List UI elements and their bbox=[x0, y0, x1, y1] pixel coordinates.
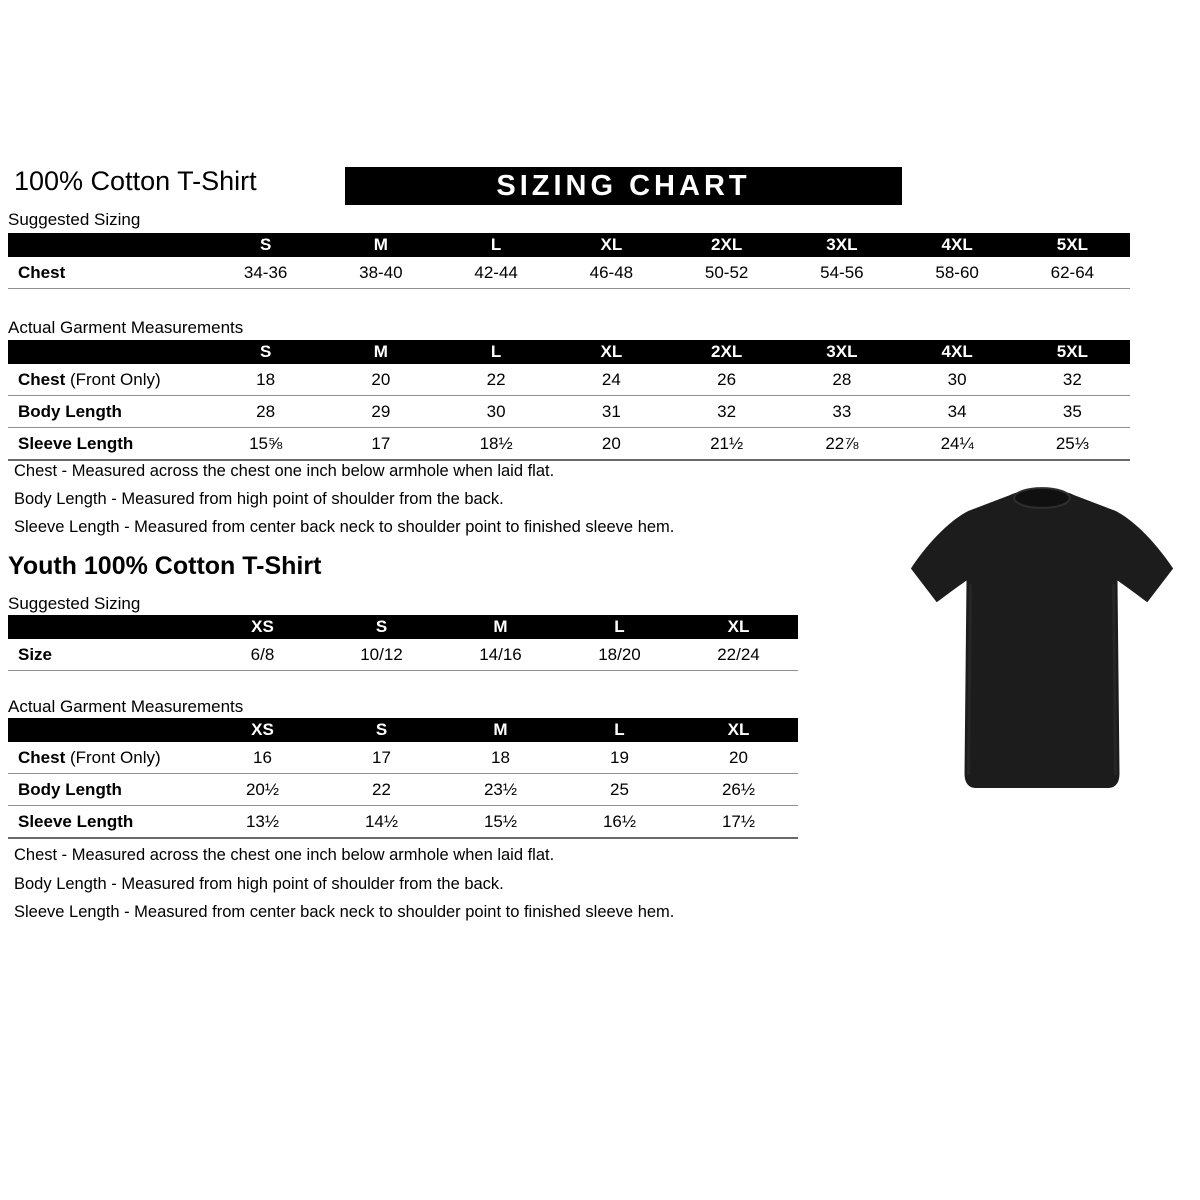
measurement-value-cell: 15½ bbox=[441, 806, 560, 839]
size-column-header: M bbox=[323, 233, 438, 257]
measurement-value-cell: 34-36 bbox=[208, 257, 323, 289]
measurement-value-cell: 15⅝ bbox=[208, 428, 323, 461]
tshirt-illustration bbox=[893, 476, 1191, 816]
row-label-suffix: (Front Only) bbox=[65, 747, 161, 767]
measurement-row bbox=[8, 806, 798, 839]
row-label-suffix: (Front Only) bbox=[65, 369, 161, 389]
measurement-value-cell: 38-40 bbox=[323, 257, 438, 289]
header-corner-cell bbox=[8, 615, 203, 639]
measurement-value-cell: 33 bbox=[784, 396, 899, 428]
measurement-value-cell: 18 bbox=[208, 364, 323, 396]
measurement-value-cell: 62-64 bbox=[1015, 257, 1130, 289]
row-label-text: Body Length bbox=[18, 401, 122, 421]
measurement-value-cell: 22⅞ bbox=[784, 428, 899, 461]
size-column-header: S bbox=[208, 233, 323, 257]
row-label-text: Body Length bbox=[18, 779, 122, 799]
youth-actual-measurements-table bbox=[8, 718, 798, 839]
adult-chest-note: Chest - Measured across the chest one inch below armhole when laid flat. bbox=[14, 462, 555, 480]
adult-section-title: 100% Cotton T-Shirt bbox=[14, 166, 257, 196]
measurement-value-cell: 20½ bbox=[203, 774, 322, 806]
size-header-row bbox=[8, 718, 798, 742]
size-column-header: 4XL bbox=[900, 233, 1015, 257]
measurement-value-cell: 10/12 bbox=[322, 639, 441, 671]
measurement-value-cell: 22 bbox=[439, 364, 554, 396]
measurement-value-cell: 25⅓ bbox=[1015, 428, 1130, 461]
measurement-value-cell: 54-56 bbox=[784, 257, 899, 289]
measurement-value-cell: 28 bbox=[208, 396, 323, 428]
size-column-header: 2XL bbox=[669, 233, 784, 257]
size-column-header: L bbox=[439, 233, 554, 257]
row-label bbox=[8, 364, 208, 396]
youth-actual-measurements-label: Actual Garment Measurements bbox=[8, 697, 244, 716]
size-column-header: 5XL bbox=[1015, 340, 1130, 364]
size-column-header: XS bbox=[203, 615, 322, 639]
size-column-header: M bbox=[441, 615, 560, 639]
measurement-row bbox=[8, 257, 1130, 289]
youth-chest-note: Chest - Measured across the chest one inch below armhole when laid flat. bbox=[14, 846, 555, 864]
measurement-value-cell: 31 bbox=[554, 396, 669, 428]
measurement-value-cell: 22 bbox=[322, 774, 441, 806]
row-label bbox=[8, 806, 203, 839]
size-column-header: L bbox=[560, 718, 679, 742]
measurement-value-cell: 26 bbox=[669, 364, 784, 396]
measurement-value-cell: 20 bbox=[554, 428, 669, 461]
size-column-header: 4XL bbox=[900, 340, 1015, 364]
measurement-value-cell: 22/24 bbox=[679, 639, 798, 671]
youth-section-title: Youth 100% Cotton T-Shirt bbox=[8, 552, 322, 580]
size-column-header: XL bbox=[554, 233, 669, 257]
measurement-value-cell: 21½ bbox=[669, 428, 784, 461]
measurement-value-cell: 14½ bbox=[322, 806, 441, 839]
measurement-value-cell: 18½ bbox=[439, 428, 554, 461]
measurement-value-cell: 13½ bbox=[203, 806, 322, 839]
size-column-header: M bbox=[441, 718, 560, 742]
row-label-text: Chest bbox=[18, 369, 66, 389]
row-label bbox=[8, 639, 203, 671]
row-label bbox=[8, 257, 208, 289]
size-column-header: S bbox=[322, 615, 441, 639]
row-label-text: Chest bbox=[18, 262, 66, 282]
youth-suggested-sizing-label: Suggested Sizing bbox=[8, 594, 141, 613]
row-label bbox=[8, 774, 203, 806]
measurement-value-cell: 25 bbox=[560, 774, 679, 806]
measurement-row bbox=[8, 396, 1130, 428]
size-column-header: S bbox=[322, 718, 441, 742]
measurement-value-cell: 26½ bbox=[679, 774, 798, 806]
measurement-row bbox=[8, 428, 1130, 461]
size-column-header: L bbox=[560, 615, 679, 639]
tshirt-body-shape bbox=[911, 489, 1173, 788]
size-column-header: XS bbox=[203, 718, 322, 742]
measurement-value-cell: 32 bbox=[669, 396, 784, 428]
adult-suggested-sizing-table bbox=[8, 233, 1130, 289]
measurement-value-cell: 14/16 bbox=[441, 639, 560, 671]
size-column-header: 3XL bbox=[784, 340, 899, 364]
measurement-value-cell: 20 bbox=[679, 742, 798, 774]
size-column-header: 2XL bbox=[669, 340, 784, 364]
row-label-text: Size bbox=[18, 644, 53, 664]
measurement-value-cell: 17½ bbox=[679, 806, 798, 839]
size-column-header: XL bbox=[679, 718, 798, 742]
measurement-value-cell: 17 bbox=[323, 428, 438, 461]
adult-actual-measurements-table bbox=[8, 340, 1130, 461]
measurement-value-cell: 23½ bbox=[441, 774, 560, 806]
size-header-row bbox=[8, 615, 798, 639]
measurement-value-cell: 58-60 bbox=[900, 257, 1015, 289]
measurement-value-cell: 32 bbox=[1015, 364, 1130, 396]
header-corner-cell bbox=[8, 340, 208, 364]
measurement-row bbox=[8, 639, 798, 671]
measurement-value-cell: 20 bbox=[323, 364, 438, 396]
measurement-value-cell: 6/8 bbox=[203, 639, 322, 671]
row-label-text: Sleeve Length bbox=[18, 811, 134, 831]
measurement-value-cell: 34 bbox=[900, 396, 1015, 428]
measurement-value-cell: 42-44 bbox=[439, 257, 554, 289]
adult-suggested-sizing-label: Suggested Sizing bbox=[8, 210, 141, 229]
size-column-header: XL bbox=[554, 340, 669, 364]
size-header-row bbox=[8, 340, 1130, 364]
row-label bbox=[8, 396, 208, 428]
youth-body-length-note: Body Length - Measured from high point of shoulder from the back. bbox=[14, 875, 504, 893]
row-label bbox=[8, 428, 208, 461]
size-column-header: S bbox=[208, 340, 323, 364]
measurement-value-cell: 50-52 bbox=[669, 257, 784, 289]
measurement-value-cell: 18 bbox=[441, 742, 560, 774]
measurement-value-cell: 16 bbox=[203, 742, 322, 774]
size-column-header: XL bbox=[679, 615, 798, 639]
measurement-value-cell: 17 bbox=[322, 742, 441, 774]
measurement-value-cell: 30 bbox=[439, 396, 554, 428]
measurement-value-cell: 46-48 bbox=[554, 257, 669, 289]
size-column-header: M bbox=[323, 340, 438, 364]
black-tshirt-graphic bbox=[893, 476, 1191, 816]
header-corner-cell bbox=[8, 233, 208, 257]
size-header-row bbox=[8, 233, 1130, 257]
measurement-value-cell: 16½ bbox=[560, 806, 679, 839]
youth-suggested-sizing-table bbox=[8, 615, 798, 671]
size-column-header: L bbox=[439, 340, 554, 364]
measurement-row bbox=[8, 774, 798, 806]
measurement-value-cell: 29 bbox=[323, 396, 438, 428]
measurement-row bbox=[8, 742, 798, 774]
measurement-value-cell: 24¼ bbox=[900, 428, 1015, 461]
measurement-value-cell: 18/20 bbox=[560, 639, 679, 671]
adult-sleeve-length-note: Sleeve Length - Measured from center back neck to shoulder point to finished sleeve hem. bbox=[14, 518, 675, 536]
row-label bbox=[8, 742, 203, 774]
size-column-header: 3XL bbox=[784, 233, 899, 257]
measurement-value-cell: 24 bbox=[554, 364, 669, 396]
measurement-row bbox=[8, 364, 1130, 396]
youth-sleeve-length-note: Sleeve Length - Measured from center back neck to shoulder point to finished sleeve hem. bbox=[14, 903, 675, 921]
sizing-chart-banner: SIZING CHART bbox=[345, 167, 902, 205]
measurement-value-cell: 28 bbox=[784, 364, 899, 396]
adult-actual-measurements-label: Actual Garment Measurements bbox=[8, 318, 244, 337]
size-column-header: 5XL bbox=[1015, 233, 1130, 257]
row-label-text: Chest bbox=[18, 747, 66, 767]
header-corner-cell bbox=[8, 718, 203, 742]
measurement-value-cell: 30 bbox=[900, 364, 1015, 396]
measurement-value-cell: 19 bbox=[560, 742, 679, 774]
adult-body-length-note: Body Length - Measured from high point of shoulder from the back. bbox=[14, 490, 504, 508]
measurement-value-cell: 35 bbox=[1015, 396, 1130, 428]
row-label-text: Sleeve Length bbox=[18, 433, 134, 453]
tshirt-collar-shape bbox=[1014, 488, 1070, 508]
